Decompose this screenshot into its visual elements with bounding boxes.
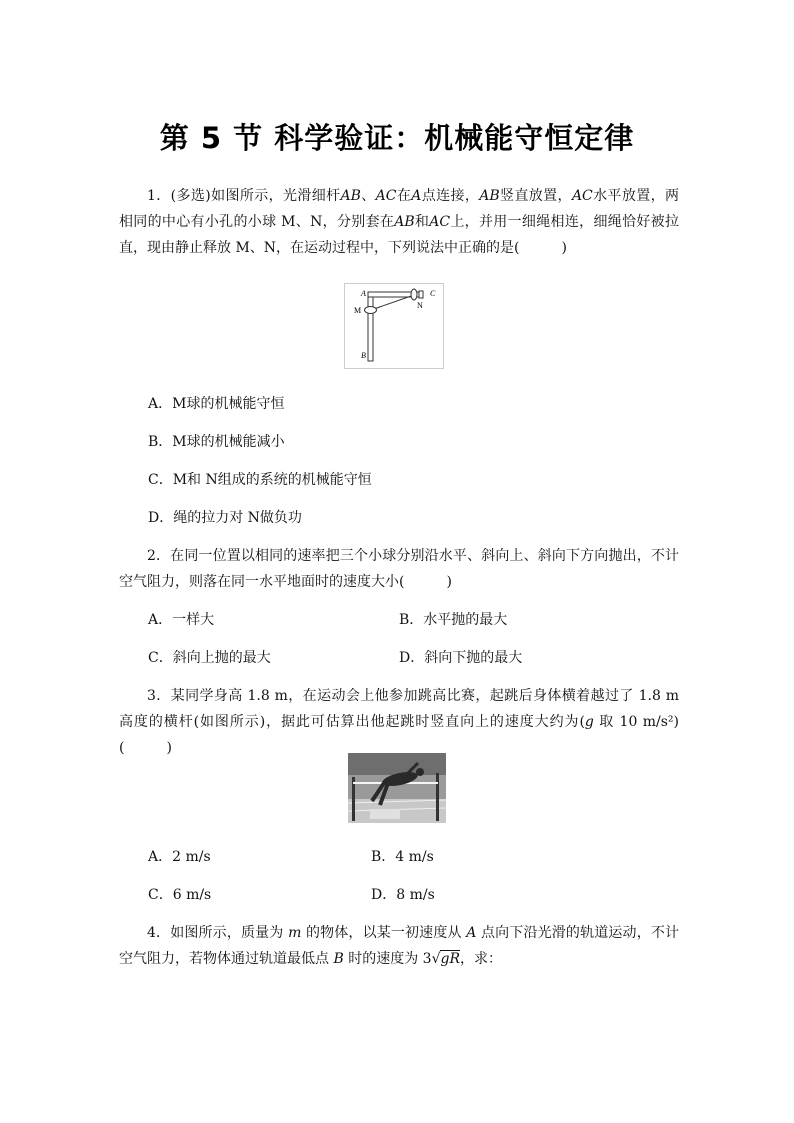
ball-m (365, 307, 377, 314)
q1-option-b: B．M球的机械能减小 (148, 434, 285, 450)
q1-option-a: A．M球的机械能守恒 (148, 396, 285, 412)
high-jump-photo (348, 753, 446, 823)
question-1-stem: 1．(多选)如图所示，光滑细杆AB、AC在A点连接，AB竖直放置，AC水平放置，两相同的中心有小孔的小球 M、N，分别套在AB和AC上，并用一细绳相连，细绳恰好被拉直，现由静止释放 M、N，在运动过程中，下列说法中正确的是( ) (119, 188, 680, 256)
q2-option-d: D．斜向下抛的最大 (399, 650, 523, 666)
label-m: M (354, 306, 362, 315)
q2-option-b: B．水平抛的最大 (399, 612, 508, 628)
label-c: C (430, 289, 436, 298)
q2-option-c: C．斜向上抛的最大 (148, 650, 271, 666)
q3-option-c: C．6 m/s (148, 887, 212, 903)
question-2-stem: 2．在同一位置以相同的速率把三个小球分别沿水平、斜向上、斜向下方向抛出，不计空气阻力，则落在同一水平地面时的速度大小( ) (119, 548, 679, 590)
q3-option-d: D．8 m/s (371, 887, 435, 903)
q1-option-d: D．绳的拉力对 N做负功 (148, 510, 302, 526)
label-n: N (417, 301, 423, 310)
question-4-stem: 4．如图所示，质量为 m 的物体，以某一初速度从 A 点向下沿光滑的轨道运动，不计空气阻力，若物体通过轨道最低点 B 时的速度为 3√gR，求： (119, 925, 680, 967)
q1-option-c: C．M和 N组成的系统的机械能守恒 (148, 472, 372, 488)
label-a: A (361, 289, 366, 298)
sqrt-symbol: √ (431, 951, 441, 967)
q2-option-a: A．一样大 (148, 612, 215, 628)
sqrt-radicand: gR (440, 951, 460, 967)
label-b: B (361, 351, 366, 360)
rod-figure (344, 283, 444, 369)
question-3-stem: 3．某同学身高 1.8 m，在运动会上他参加跳高比赛，起跳后身体横着越过了 1.8 m 高度的横杆(如图所示)，据此可估算出他起跳时竖直向上的速度大约为(g 取 10 m/s²)( ) (119, 688, 679, 756)
vertical-rod-ab (368, 293, 373, 361)
q3-option-b: B．4 m/s (371, 849, 434, 865)
ball-n (411, 289, 417, 300)
page-title: 第 5 节 科学验证：机械能守恒定律 (159, 121, 635, 155)
q3-option-a: A．2 m/s (148, 849, 211, 865)
